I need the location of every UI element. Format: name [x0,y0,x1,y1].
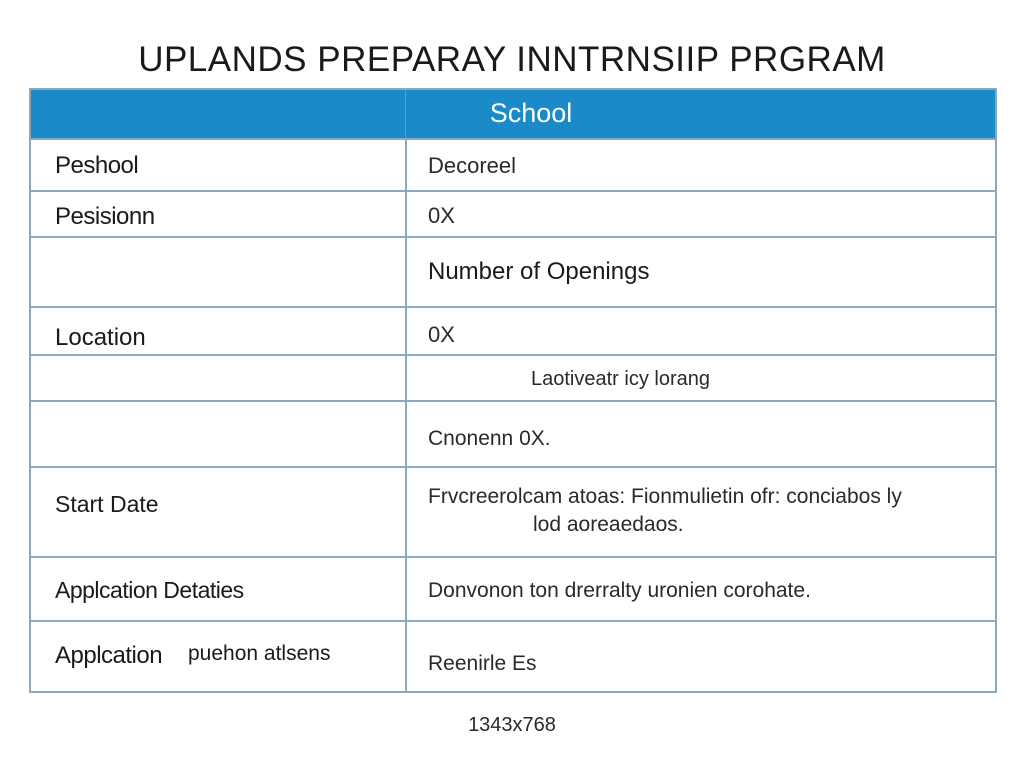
internship-table [29,88,997,693]
table-row [31,138,995,190]
row-value: Decoreel [428,153,517,178]
table-header-label: School [489,98,573,128]
row-value: Reenirle Es [428,652,537,675]
row-value: Donvonon ton drerralty uronien corohate. [428,579,811,602]
row-label: Pesisionn [55,203,155,230]
row-label: Peshool [55,152,139,179]
image-dimensions-caption: 1343x768 [468,714,556,736]
row-value: 0X [428,322,455,347]
table-header-row [31,90,995,138]
table-row [31,466,995,556]
table-row [31,190,995,236]
row-value: 0X [428,203,455,228]
table-row [31,236,995,306]
table-row [31,400,995,466]
row-label: Start Date [55,491,159,517]
row-value-continued: lod aoreaedaos. [533,513,684,536]
row-value: Frvcreerolcam atoas: Fionmulietin ofr: conciabos ly [428,485,902,508]
row-label: Location [55,324,146,351]
row-value: Cnonenn 0X. [428,427,551,450]
row-label: Applcation [55,642,163,669]
table-row [31,556,995,622]
table-row [31,620,995,693]
table-row [31,306,995,356]
row-value: Number of Openings [428,258,650,285]
row-value: Laotiveatr icy lorang [531,368,710,390]
table-row [31,354,995,402]
page-title: UPLANDS PREPARAY INNTRNSIIP PRGRAM [138,40,886,79]
row-label-suffix: puehon atlsens [188,642,331,665]
row-label: Applcation Detaties [55,577,244,603]
